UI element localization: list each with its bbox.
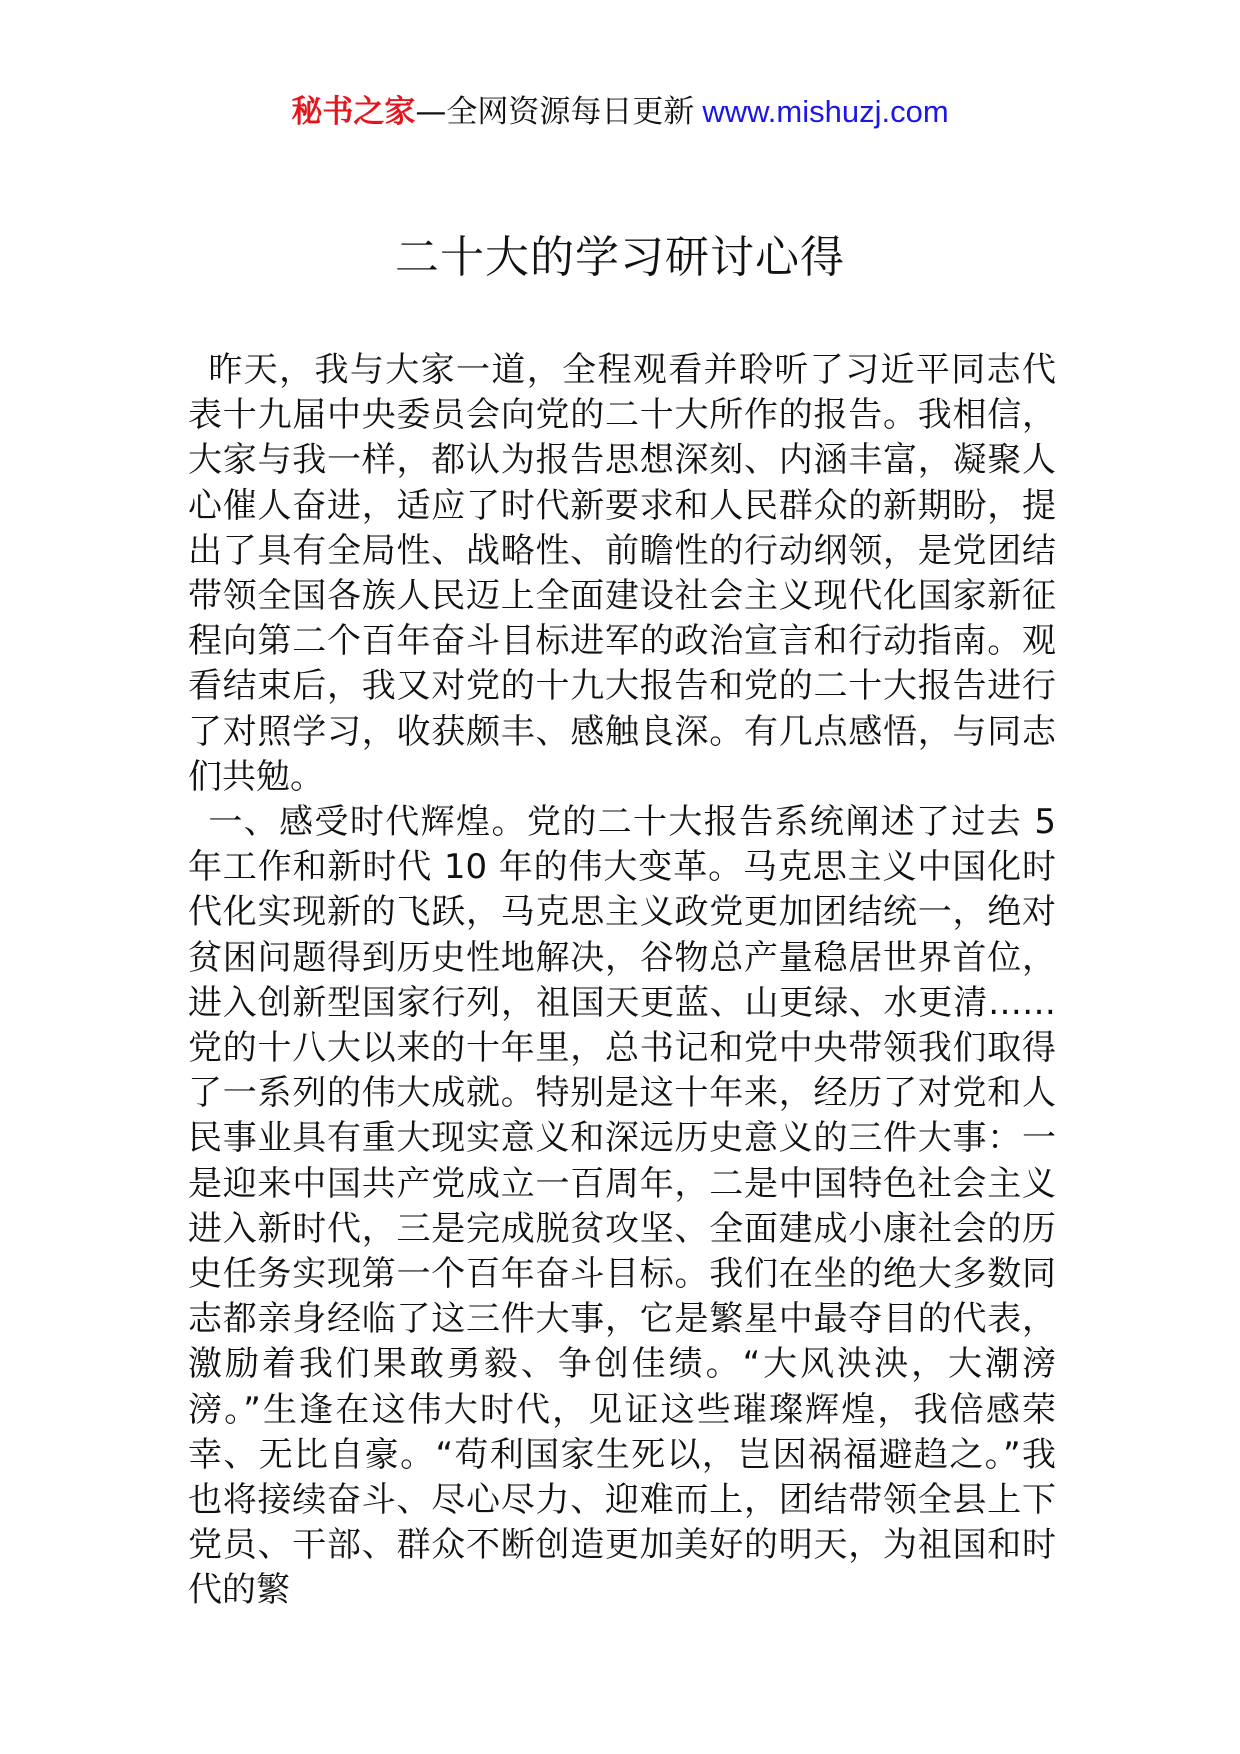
site-url-link[interactable]: www.mishuzj.com (702, 94, 949, 129)
brand-name: 秘书之家 (291, 94, 416, 130)
document-body (188, 348, 1056, 1614)
header-tagline: —全网资源每日更新 (415, 94, 695, 130)
document-title: 二十大的学习研讨心得 (395, 232, 845, 283)
paragraph-intro: 昨天，我与大家一道，全程观看并聆听了习近平同志代表十九届中央委员会向党的二十大所作的报告。我相信，大家与我一样，都认为报告思想深刻、内涵丰富，凝聚人心催人奋进，适应了时代新要求和人民群众的新期盼，提出了具有全局性、战略性、前瞻性的行动纲领，是党团结带领全国各族人民迈上全面建设社会主义现代化国家新征程向第二个百年奋斗目标进军的政治宣言和行动指南。观看结束后，我又对党的十九大报告和党的二十大报告进行了对照学习，收获颇丰、感触良深。有几点感悟，与同志们共勉。 (188, 350, 1056, 797)
paragraph-section-1: 一、感受时代辉煌。党的二十大报告系统阐述了过去 5 年工作和新时代 10 年的伟大变革。马克思主义中国化时代化实现新的飞跃，马克思主义政党更加团结统一，绝对贫困问题得到历史性地解决，谷物总产量稳居世界首位，进入创新型国家行列，祖国天更蓝、山更绿、水更清……党的十八大以来的十年里，总书记和党中央带领我们取得了一系列的伟大成就。特别是这十年来，经历了对党和人民事业具有重大现实意义和深远历史意义的三件大事：一是迎来中国共产党成立一百周年，二是中国特色社会主义进入新时代，三是完成脱贫攻坚、全面建成小康社会的历史任务实现第一个百年奋斗目标。我们在坐的绝大多数同志都亲身经临了这三件大事，它是繁星中最夺目的代表，激励着我们果敢勇毅、争创佳绩。“大风泱泱，大潮滂滂。”生逢在这伟大时代，见证这些璀璨辉煌，我倍感荣幸、无比自豪。“苟利国家生死以，岂因祸福避趋之。”我也将接续奋斗、尽心尽力、迎难而上，团结带领全县上下党员、干部、群众不断创造更加美好的明天，为祖国和时代的繁 (188, 802, 1056, 1611)
site-header-banner (0, 92, 1240, 132)
